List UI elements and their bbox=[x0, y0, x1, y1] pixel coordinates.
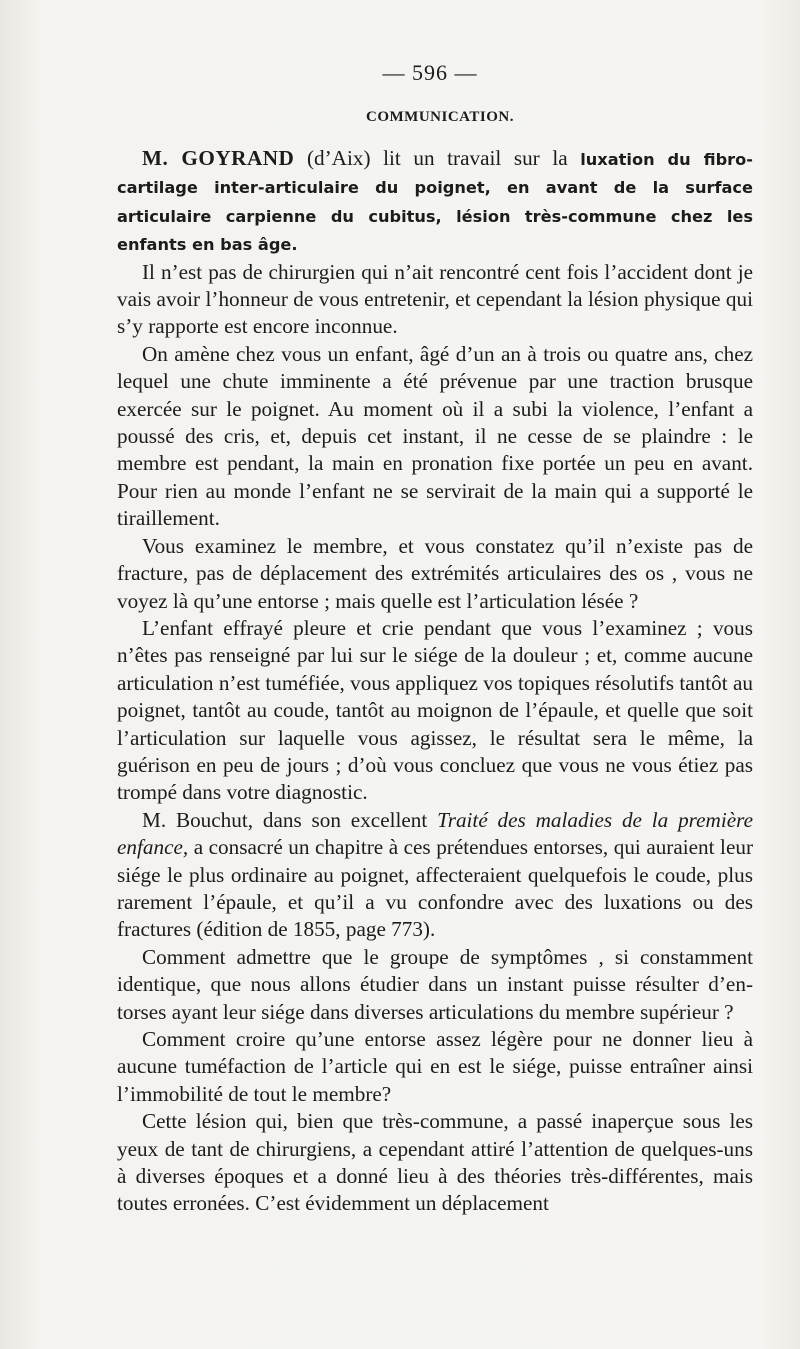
document-body bbox=[117, 145, 753, 1218]
body-paragraph: Comment croire qu’une entorse assez légère pour ne donner lieu à aucune tuméfaction de l’article qui en est le siége, puisse entraîner ainsi l’immobilité de tout le membre? bbox=[117, 1027, 753, 1106]
body-paragraph: Vous examinez le membre, et vous constatez qu’il n’existe pas de fracture, pas de déplacement des extrémités articulaires des os , vous ne voyez là qu’une entorse ; mais quelle est l’articulation lésée ? bbox=[117, 533, 753, 613]
body-paragraph: On amène chez vous un enfant, âgé d’un an à trois ou quatre ans, chez lequel une chute imminente a été prévenue par une traction brusque exercée sur le poignet. Au moment où il a subi la violence, l’enfant a poussé des cris, et, depuis cet instant, il ne cesse de se plaindre : le membre est pendant, la main en pronation fixe portée un peu en avant. Pour rien au monde l’enfant ne se servirait de la main qui a supporté le tiraillement. bbox=[117, 341, 753, 531]
page-number: — 596 — bbox=[382, 60, 478, 85]
body-paragraph: Comment admettre que le groupe de symptômes , si constamment identique, que nous allons étudier dans un instant puisse résulter d’entorses ayant leur siége dans diverses articulations du membre supérieur ? bbox=[117, 944, 753, 1024]
intro-paragraph bbox=[117, 145, 753, 259]
author-affiliation: (d’Aix) lit un travail sur la bbox=[294, 146, 581, 170]
communication-subject: luxation du fibro-cartilage inter-articulaire du poignet, en avant de la surface articulaire carpienne du cubitus, lésion très-commune chez les enfants en bas âge. bbox=[117, 150, 753, 255]
body-paragraph: Il n’est pas de chirurgien qui n’ait rencontré cent fois l’accident dont je vais avoir l’honneur de vous entretenir, et cependant la lésion physique qui s’y rapporte est encore inconnue. bbox=[117, 259, 753, 339]
body-paragraph: L’enfant effrayé pleure et crie pendant que vous l’examinez ; vous n’êtes pas renseigné par lui sur le siége de la douleur ; et, comme aucune articulation n’est tuméfiée, vous appliquez vos topiques résolutifs tantôt au poignet, tantôt au coude, tantôt au moignon de l’épaule, et quelle que soit l’articulation sur laquelle vous agissez, le résultat sera le même, la guérison en peu de jours ; d’où vous concluez que vous ne vous étiez pas trompé dans votre diagnostic. bbox=[117, 615, 753, 805]
bouchut-text-after: a consacré un chapitre à ces prétendues entorses, qui auraient leur siége le plus ordinaire au poignet, affecteraient quelquefois le coude, plus rarement l’épaule, et qu’il a vu confondre avec des luxations ou des fractures (édition de 1855, page 773). bbox=[117, 835, 753, 942]
cited-work-title: Traité des maladies de la première enfance, bbox=[117, 807, 753, 860]
body-paragraph: Cette lésion qui, bien que très-commune, a passé inaperçue sous les yeux de tant de chirurgiens, a cependant attiré l’attention de quelques-uns à diverses époques et a donné lieu à des théories très-différentes, mais toutes erronées. C’est évidemment un déplacement bbox=[117, 1109, 753, 1216]
bouchut-paragraph bbox=[117, 807, 753, 944]
section-title: COMMUNICATION. bbox=[366, 109, 514, 125]
bouchut-text-before: M. Bouchut, dans son excellent bbox=[142, 807, 438, 832]
author-name: M. GOYRAND bbox=[142, 146, 295, 170]
